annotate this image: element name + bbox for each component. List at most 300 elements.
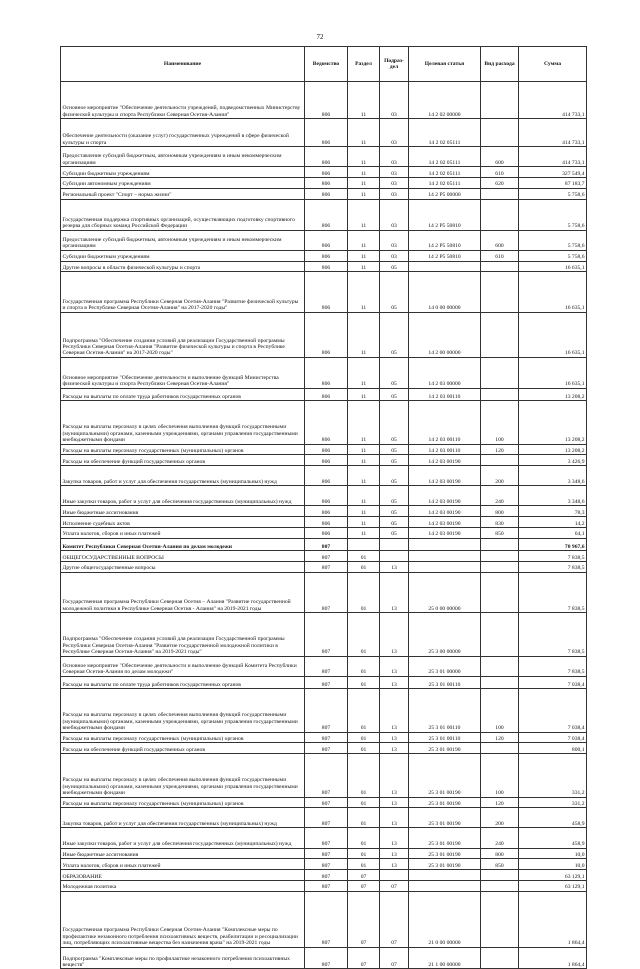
cell-razd: 11 <box>348 272 380 312</box>
cell-vid <box>481 870 519 881</box>
cell-vid <box>481 538 519 550</box>
table-row <box>61 444 587 455</box>
cell-razd: 11 <box>348 517 380 528</box>
cell-podr: 05 <box>380 466 409 486</box>
cell-name: Государственная программа Республики Северная Осетия-Алания "Развитие физической культуры и спорта в Республике Северная Осетия-Алания" на 2017-2020 годы" <box>61 272 305 312</box>
table-row <box>61 388 587 400</box>
cell-ved: 806 <box>305 82 348 119</box>
cell-cel: 14 2 03 00110 <box>409 444 481 455</box>
cell-sum: 331,2 <box>519 797 587 808</box>
cell-cel <box>409 538 481 550</box>
cell-podr <box>380 538 409 550</box>
cell-cel: 14 2 03 00110 <box>409 401 481 444</box>
cell-name: Молодежная политика <box>61 881 305 892</box>
cell-vid <box>481 613 519 656</box>
cell-podr: 05 <box>380 486 409 506</box>
cell-vid <box>481 272 519 312</box>
cell-name: Исполнение судебных актов <box>61 517 305 528</box>
cell-vid: 620 <box>481 178 519 189</box>
cell-sum: 10,0 <box>519 848 587 859</box>
cell-sum: 7 838,5 <box>519 572 587 612</box>
cell-ved: 806 <box>305 188 348 199</box>
table-row <box>61 613 587 656</box>
cell-ved: 807 <box>305 689 348 732</box>
table-row <box>61 732 587 743</box>
cell-ved: 807 <box>305 754 348 797</box>
cell-sum: 14,2 <box>519 517 587 528</box>
cell-cel <box>409 562 481 573</box>
cell-razd: 11 <box>348 528 380 539</box>
cell-name: Основное мероприятие "Обеспечение деятельности и выполнение функций Комитета Республики Северная Осетия-Алания по делам молодежи" <box>61 656 305 676</box>
table-header-row <box>61 47 587 82</box>
cell-vid <box>481 188 519 199</box>
cell-podr: 13 <box>380 859 409 870</box>
cell-name: Расходы на выплаты персоналу государственных (муниципальных) органов <box>61 732 305 743</box>
cell-razd: 07 <box>348 947 380 969</box>
cell-name: Предоставление субсидий бюджетным, автономным учреждениям и иным некоммерческим организациям <box>61 147 305 167</box>
cell-vid: 610 <box>481 167 519 178</box>
cell-podr: 13 <box>380 613 409 656</box>
cell-cel: 21 0 00 00000 <box>409 891 481 947</box>
table-row <box>61 401 587 444</box>
cell-sum: 13 208,2 <box>519 388 587 400</box>
cell-vid: 830 <box>481 517 519 528</box>
cell-podr: 03 <box>380 147 409 167</box>
cell-sum: 7 838,5 <box>519 551 587 562</box>
header-cel: Целевая статья <box>409 47 481 82</box>
cell-ved: 806 <box>305 357 348 388</box>
cell-cel: 25 3 01 00190 <box>409 859 481 870</box>
cell-name: Основное мероприятие "Обеспечение деятельности и выполнение функций Министерства физической культуры и спорта Республики Северная Осетия-Алания" <box>61 357 305 388</box>
cell-sum: 414 733,1 <box>519 82 587 119</box>
cell-podr: 13 <box>380 572 409 612</box>
header-sum: Сумма <box>519 47 587 82</box>
cell-name: Иные закупки товаров, работ и услуг для обеспечения государственных (муниципальных) нужд <box>61 486 305 506</box>
cell-ved: 807 <box>305 947 348 969</box>
cell-razd: 01 <box>348 797 380 808</box>
cell-cel <box>409 261 481 272</box>
table-row <box>61 312 587 357</box>
cell-razd: 01 <box>348 551 380 562</box>
cell-cel: 14 2 03 00190 <box>409 466 481 486</box>
cell-cel: 14 0 00 00000 <box>409 272 481 312</box>
cell-podr: 03 <box>380 230 409 250</box>
cell-razd: 11 <box>348 466 380 486</box>
cell-sum: 5 758,6 <box>519 230 587 250</box>
cell-razd: 01 <box>348 743 380 754</box>
cell-name: ОБЩЕГОСУДАРСТВЕННЫЕ ВОПРОСЫ <box>61 551 305 562</box>
table-row <box>61 199 587 230</box>
cell-vid: 240 <box>481 828 519 848</box>
cell-vid <box>481 388 519 400</box>
cell-vid <box>481 947 519 969</box>
cell-sum: 13 208,2 <box>519 401 587 444</box>
cell-name: Обеспечение деятельности (оказание услуг) государственных учреждений в сфере физической культуры и спорта <box>61 119 305 147</box>
cell-cel: 14 2 03 00190 <box>409 528 481 539</box>
header-razd: Раздел <box>348 47 380 82</box>
cell-cel: 14 2 02 05111 <box>409 147 481 167</box>
cell-podr: 07 <box>380 891 409 947</box>
cell-razd <box>348 538 380 550</box>
cell-razd: 11 <box>348 147 380 167</box>
cell-podr <box>380 870 409 881</box>
cell-razd: 07 <box>348 891 380 947</box>
cell-podr: 05 <box>380 455 409 466</box>
cell-sum: 63 129,1 <box>519 881 587 892</box>
cell-razd: 11 <box>348 119 380 147</box>
table-row <box>61 466 587 486</box>
table-row <box>61 82 587 119</box>
cell-sum: 414 733,1 <box>519 147 587 167</box>
cell-podr: 05 <box>380 272 409 312</box>
cell-razd: 11 <box>348 178 380 189</box>
table-row <box>61 947 587 969</box>
cell-ved: 806 <box>305 147 348 167</box>
cell-razd: 11 <box>348 312 380 357</box>
header-ved: Ведомство <box>305 47 348 82</box>
cell-sum: 1 864,4 <box>519 891 587 947</box>
cell-ved: 806 <box>305 388 348 400</box>
header-vid: Вид расхода <box>481 47 519 82</box>
cell-sum: 7 838,5 <box>519 613 587 656</box>
cell-cel: 14 2 P5 50810 <box>409 230 481 250</box>
cell-vid: 600 <box>481 230 519 250</box>
cell-sum: 63 129,1 <box>519 870 587 881</box>
cell-name: Государственная программа Республики Северная Осетия-Алания "Комплексные меры по профилактике незаконного потребления психоактивных веществ, реабилитации и ресоциализации лиц, потребляющих психоактивные вещества без назначения врача" на 2019-2021 годы <box>61 891 305 947</box>
table-row <box>61 517 587 528</box>
cell-ved: 807 <box>305 848 348 859</box>
cell-razd: 11 <box>348 486 380 506</box>
cell-podr: 13 <box>380 562 409 573</box>
cell-sum: 414 733,1 <box>519 119 587 147</box>
cell-name: Иные бюджетные ассигнования <box>61 848 305 859</box>
cell-podr: 05 <box>380 261 409 272</box>
cell-cel: 25 3 01 00000 <box>409 656 481 676</box>
cell-razd: 01 <box>348 613 380 656</box>
cell-podr: 13 <box>380 676 409 688</box>
cell-ved: 806 <box>305 466 348 486</box>
cell-cel: 14 2 03 00110 <box>409 388 481 400</box>
cell-vid <box>481 119 519 147</box>
cell-sum: 458,9 <box>519 808 587 828</box>
cell-name: Расходы на выплаты персоналу в целях обеспечения выполнения функций государственными (муниципальными) органами, казенными учреждениями, органами управления государственными внебюджетными фондами <box>61 754 305 797</box>
cell-ved: 807 <box>305 562 348 573</box>
page-number: 72 <box>316 33 324 41</box>
cell-ved: 806 <box>305 178 348 189</box>
cell-podr: 05 <box>380 528 409 539</box>
table-row <box>61 828 587 848</box>
cell-vid <box>481 572 519 612</box>
cell-vid <box>481 881 519 892</box>
cell-podr: 13 <box>380 754 409 797</box>
table-row <box>61 689 587 732</box>
table-row <box>61 572 587 612</box>
cell-razd: 01 <box>348 676 380 688</box>
cell-ved: 807 <box>305 828 348 848</box>
cell-name: ОБРАЗОВАНИЕ <box>61 870 305 881</box>
table-row <box>61 676 587 688</box>
cell-razd: 11 <box>348 82 380 119</box>
cell-ved: 806 <box>305 230 348 250</box>
cell-sum: 13 208,2 <box>519 444 587 455</box>
cell-cel: 25 0 00 00000 <box>409 572 481 612</box>
cell-name: Расходы на обеспечение функций государственных органов <box>61 743 305 754</box>
cell-vid: 120 <box>481 444 519 455</box>
cell-vid <box>481 743 519 754</box>
cell-sum: 3 348,6 <box>519 466 587 486</box>
cell-ved: 807 <box>305 676 348 688</box>
cell-podr: 13 <box>380 828 409 848</box>
cell-ved: 806 <box>305 199 348 230</box>
cell-podr: 03 <box>380 119 409 147</box>
cell-name: Расходы на выплаты по оплате труда работников государственных органов <box>61 388 305 400</box>
cell-name: Расходы на выплаты персоналу государственных (муниципальных) органов <box>61 797 305 808</box>
cell-vid: 800 <box>481 506 519 517</box>
cell-ved: 806 <box>305 312 348 357</box>
cell-name: Расходы на обеспечение функций государственных органов <box>61 455 305 466</box>
table-row <box>61 119 587 147</box>
cell-name: Расходы на выплаты по оплате труда работников государственных органов <box>61 676 305 688</box>
cell-ved: 806 <box>305 250 348 261</box>
cell-ved: 806 <box>305 517 348 528</box>
table-row <box>61 808 587 828</box>
cell-cel: 14 2 02 05111 <box>409 167 481 178</box>
cell-vid: 600 <box>481 147 519 167</box>
table-row <box>61 506 587 517</box>
cell-name: Предоставление субсидий бюджетным, автономным учреждениям и иным некоммерческим организациям <box>61 230 305 250</box>
cell-podr: 03 <box>380 250 409 261</box>
cell-sum: 3 426,9 <box>519 455 587 466</box>
cell-podr: 05 <box>380 444 409 455</box>
cell-name: Государственная программа Республики Северная Осетия – Алания "Развитие государственной молодежной политики в Республике Северная Осетия - Алания" на 2019-2021 годы <box>61 572 305 612</box>
cell-cel: 25 3 01 00110 <box>409 689 481 732</box>
budget-table <box>60 46 587 969</box>
cell-vid <box>481 261 519 272</box>
table-row <box>61 261 587 272</box>
cell-sum: 7 038,4 <box>519 689 587 732</box>
cell-podr: 07 <box>380 881 409 892</box>
cell-name: Подпрограмма "Комплексные меры по профилактике незаконного потребления психоактивных веществ" <box>61 947 305 969</box>
cell-ved: 806 <box>305 261 348 272</box>
table-row <box>61 870 587 881</box>
cell-name: Иные бюджетные ассигнования <box>61 506 305 517</box>
cell-razd: 01 <box>348 859 380 870</box>
cell-name: Субсидии автономным учреждениям <box>61 178 305 189</box>
cell-sum: 16 635,1 <box>519 312 587 357</box>
cell-ved: 806 <box>305 444 348 455</box>
cell-razd: 01 <box>348 732 380 743</box>
cell-name: Другие общегосударственные вопросы <box>61 562 305 573</box>
table-row <box>61 848 587 859</box>
cell-vid <box>481 199 519 230</box>
cell-sum: 5 758,6 <box>519 250 587 261</box>
cell-cel: 25 3 01 00190 <box>409 797 481 808</box>
cell-cel <box>409 870 481 881</box>
cell-vid: 610 <box>481 250 519 261</box>
cell-podr: 13 <box>380 848 409 859</box>
table-row <box>61 528 587 539</box>
cell-podr: 07 <box>380 947 409 969</box>
cell-sum: 7 038,4 <box>519 732 587 743</box>
cell-name: Государственная поддержка спортивных организаций, осуществляющих подготовку спортивного резерва для сборных команд Российской Федерации <box>61 199 305 230</box>
cell-vid: 100 <box>481 401 519 444</box>
cell-ved: 807 <box>305 808 348 828</box>
cell-ved: 806 <box>305 486 348 506</box>
cell-sum: 7 838,5 <box>519 562 587 573</box>
table-row <box>61 859 587 870</box>
cell-cel: 25 3 01 00190 <box>409 743 481 754</box>
cell-vid: 120 <box>481 732 519 743</box>
cell-razd: 07 <box>348 870 380 881</box>
cell-razd: 01 <box>348 562 380 573</box>
cell-sum: 7 838,5 <box>519 656 587 676</box>
cell-razd: 11 <box>348 188 380 199</box>
cell-razd: 01 <box>348 656 380 676</box>
cell-sum: 87 183,7 <box>519 178 587 189</box>
cell-razd: 11 <box>348 261 380 272</box>
cell-podr: 03 <box>380 199 409 230</box>
cell-name: Расходы на выплаты персоналу в целях обеспечения выполнения функций государственными (муниципальными) органами, казенными учреждениями, органами управления государственными внебюджетными фондами <box>61 689 305 732</box>
cell-name: Иные закупки товаров, работ и услуг для обеспечения государственных (муниципальных) нужд <box>61 828 305 848</box>
cell-razd: 11 <box>348 199 380 230</box>
cell-cel <box>409 881 481 892</box>
cell-sum: 800,1 <box>519 743 587 754</box>
cell-sum: 16 635,1 <box>519 357 587 388</box>
table-row <box>61 797 587 808</box>
cell-ved: 807 <box>305 881 348 892</box>
cell-cel <box>409 551 481 562</box>
cell-razd: 11 <box>348 230 380 250</box>
cell-razd: 11 <box>348 455 380 466</box>
cell-ved: 807 <box>305 538 348 550</box>
cell-name: Региональный проект "Спорт – норма жизни" <box>61 188 305 199</box>
cell-name: Другие вопросы в области физической культуры и спорта <box>61 261 305 272</box>
cell-podr: 13 <box>380 656 409 676</box>
cell-vid: 200 <box>481 466 519 486</box>
cell-cel: 25 3 01 00190 <box>409 808 481 828</box>
cell-vid <box>481 455 519 466</box>
cell-ved: 807 <box>305 656 348 676</box>
cell-razd: 11 <box>348 357 380 388</box>
cell-name: Субсидии бюджетным учреждениям <box>61 167 305 178</box>
cell-razd: 11 <box>348 401 380 444</box>
cell-cel: 14 2 P5 50810 <box>409 250 481 261</box>
cell-razd: 01 <box>348 689 380 732</box>
cell-cel: 14 2 02 05111 <box>409 178 481 189</box>
cell-name: Уплата налогов, сборов и иных платежей <box>61 859 305 870</box>
table-row <box>61 881 587 892</box>
table-row <box>61 167 587 178</box>
cell-ved: 806 <box>305 167 348 178</box>
cell-ved: 806 <box>305 506 348 517</box>
cell-sum: 5 758,6 <box>519 188 587 199</box>
cell-name: Расходы на выплаты персоналу государственных (муниципальных) органов <box>61 444 305 455</box>
table-row <box>61 562 587 573</box>
cell-vid <box>481 357 519 388</box>
cell-name: Закупка товаров, работ и услуг для обеспечения государственных (муниципальных) нужд <box>61 808 305 828</box>
cell-sum: 331,2 <box>519 754 587 797</box>
table-row <box>61 357 587 388</box>
cell-razd: 01 <box>348 572 380 612</box>
cell-cel: 14 2 03 00190 <box>409 486 481 506</box>
cell-ved: 806 <box>305 455 348 466</box>
cell-ved: 806 <box>305 272 348 312</box>
cell-razd: 01 <box>348 808 380 828</box>
table-row <box>61 551 587 562</box>
cell-cel: 25 3 01 00190 <box>409 848 481 859</box>
header-name: Наименование <box>61 47 305 82</box>
cell-name: Расходы на выплаты персоналу в целях обеспечения выполнения функций государственными (муниципальными) органами, казенными учреждениями, органами управления государственными внебюджетными фондами <box>61 401 305 444</box>
cell-ved: 807 <box>305 859 348 870</box>
cell-vid <box>481 82 519 119</box>
cell-sum: 16 635,1 <box>519 261 587 272</box>
cell-cel: 14 2 02 05111 <box>409 119 481 147</box>
cell-name: Подпрограмма "Обеспечение создания условий для реализации Государственной программы Республики Северная Осетия-Алания "Развитие физической культуры и спорта в Республике Северная Осетия-Алания" на 2017-2020 годы" <box>61 312 305 357</box>
cell-razd: 07 <box>348 881 380 892</box>
cell-sum: 7 038,4 <box>519 676 587 688</box>
cell-vid: 200 <box>481 808 519 828</box>
cell-sum: 3 348,6 <box>519 486 587 506</box>
cell-cel: 14 2 P5 50810 <box>409 199 481 230</box>
cell-name: Субсидии бюджетным учреждениям <box>61 250 305 261</box>
cell-ved: 806 <box>305 528 348 539</box>
table-row <box>61 891 587 947</box>
table-row <box>61 455 587 466</box>
cell-ved: 807 <box>305 551 348 562</box>
table-row <box>61 230 587 250</box>
cell-vid <box>481 891 519 947</box>
cell-cel: 25 3 00 00000 <box>409 613 481 656</box>
cell-sum: 78,3 <box>519 506 587 517</box>
table-body <box>61 82 587 969</box>
cell-podr: 03 <box>380 188 409 199</box>
cell-podr: 13 <box>380 808 409 828</box>
cell-cel: 14 2 03 00190 <box>409 517 481 528</box>
cell-vid: 120 <box>481 797 519 808</box>
header-podr: Подраз-дел <box>380 47 409 82</box>
cell-ved: 807 <box>305 613 348 656</box>
cell-ved: 807 <box>305 732 348 743</box>
cell-ved: 807 <box>305 797 348 808</box>
cell-vid: 800 <box>481 848 519 859</box>
cell-vid <box>481 551 519 562</box>
cell-ved: 807 <box>305 572 348 612</box>
table-row <box>61 147 587 167</box>
cell-ved: 807 <box>305 743 348 754</box>
cell-vid <box>481 312 519 357</box>
cell-razd: 01 <box>348 828 380 848</box>
cell-cel: 21 1 00 00000 <box>409 947 481 969</box>
cell-razd: 11 <box>348 506 380 517</box>
cell-vid <box>481 676 519 688</box>
cell-sum: 1 864,4 <box>519 947 587 969</box>
cell-sum: 5 758,6 <box>519 199 587 230</box>
cell-cel: 25 3 01 00110 <box>409 676 481 688</box>
cell-sum: 327 549,4 <box>519 167 587 178</box>
cell-sum: 70 967,6 <box>519 538 587 550</box>
cell-name: Основное мероприятие "Обеспечение деятельности учреждений, подведомственных Министерству физической культуры и спорта Республики Северная Осетия-Алания" <box>61 82 305 119</box>
cell-vid <box>481 656 519 676</box>
cell-podr: 03 <box>380 82 409 119</box>
cell-ved: 807 <box>305 891 348 947</box>
cell-podr: 03 <box>380 167 409 178</box>
table-row <box>61 250 587 261</box>
table-row <box>61 754 587 797</box>
table-row <box>61 538 587 550</box>
cell-sum: 10,0 <box>519 859 587 870</box>
cell-cel: 14 2 03 00000 <box>409 357 481 388</box>
table-row <box>61 272 587 312</box>
